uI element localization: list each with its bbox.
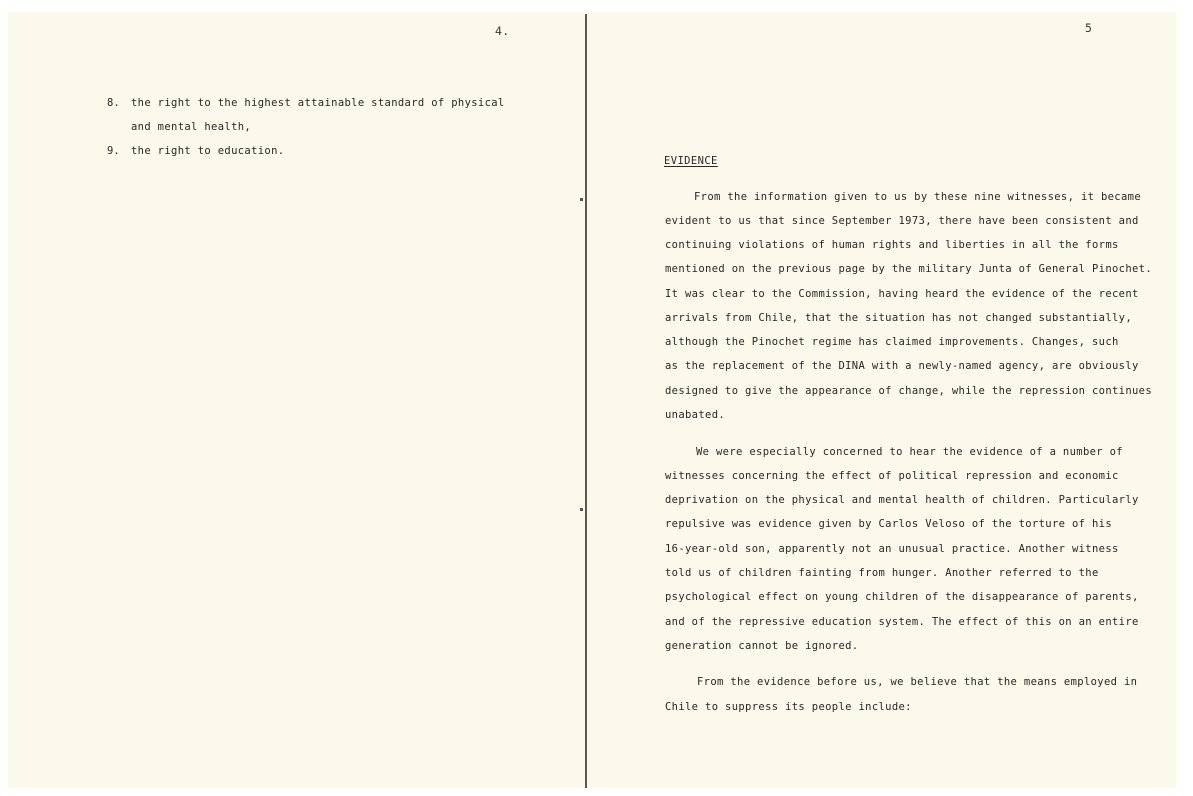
paragraph-line: as the replacement of the DINA with a newly-named agency, are obviously — [665, 360, 1139, 372]
paragraph-line: although the Pinochet regime has claimed improvements. Changes, such — [665, 336, 1119, 348]
paragraph-line: We were especially concerned to hear the evidence of a number of — [696, 446, 1123, 458]
left-page-number: 4. — [495, 24, 510, 38]
list-item-text: and mental health, — [131, 121, 252, 133]
paragraph-line: unabated. — [665, 409, 726, 421]
paragraph-line: Chile to suppress its people include: — [665, 701, 912, 713]
paragraph-line: From the evidence before us, we believe that the means employed in — [697, 676, 1138, 688]
paragraph-line: 16-year-old son, apparently not an unusual practice. Another witness — [665, 543, 1119, 555]
paragraph-line: It was clear to the Commission, having heard the evidence of the recent — [665, 288, 1139, 300]
paragraph-line: designed to give the appearance of change, while the repression continues — [665, 385, 1153, 397]
list-item-text: the right to education. — [131, 145, 285, 157]
book-spine — [585, 14, 587, 788]
paragraph-line: arrivals from Chile, that the situation has not changed substantially, — [665, 312, 1133, 324]
list-item-text: the right to the highest attainable standard of physical — [131, 97, 505, 109]
list-item-number: 9. — [107, 145, 120, 157]
paragraph-line: From the information given to us by these nine witnesses, it became — [694, 191, 1141, 203]
paragraph-line: generation cannot be ignored. — [665, 640, 859, 652]
binding-mark — [580, 198, 583, 201]
paragraph-line: psychological effect on young children of the disappearance of parents, — [665, 591, 1139, 603]
paragraph-line: deprivation on the physical and mental health of children. Particularly — [665, 494, 1139, 506]
binding-mark — [580, 508, 583, 511]
paragraph-line: evident to us that since September 1973, there have been consistent and — [665, 215, 1139, 227]
paragraph-line: continuing violations of human rights and liberties in all the forms — [665, 239, 1119, 251]
paragraph-line: told us of children fainting from hunger. Another referred to the — [665, 567, 1099, 579]
right-page-number: 5 — [1085, 21, 1093, 35]
list-item-number: 8. — [107, 97, 120, 109]
paragraph-line: witnesses concerning the effect of political repression and economic — [665, 470, 1119, 482]
paragraph-line: and of the repressive education system. The effect of this on an entire — [665, 616, 1139, 628]
section-heading: EVIDENCE — [664, 155, 718, 167]
paragraph-line: repulsive was evidence given by Carlos Veloso of the torture of his — [665, 518, 1112, 530]
paragraph-line: mentioned on the previous page by the military Junta of General Pinochet. — [665, 263, 1153, 275]
